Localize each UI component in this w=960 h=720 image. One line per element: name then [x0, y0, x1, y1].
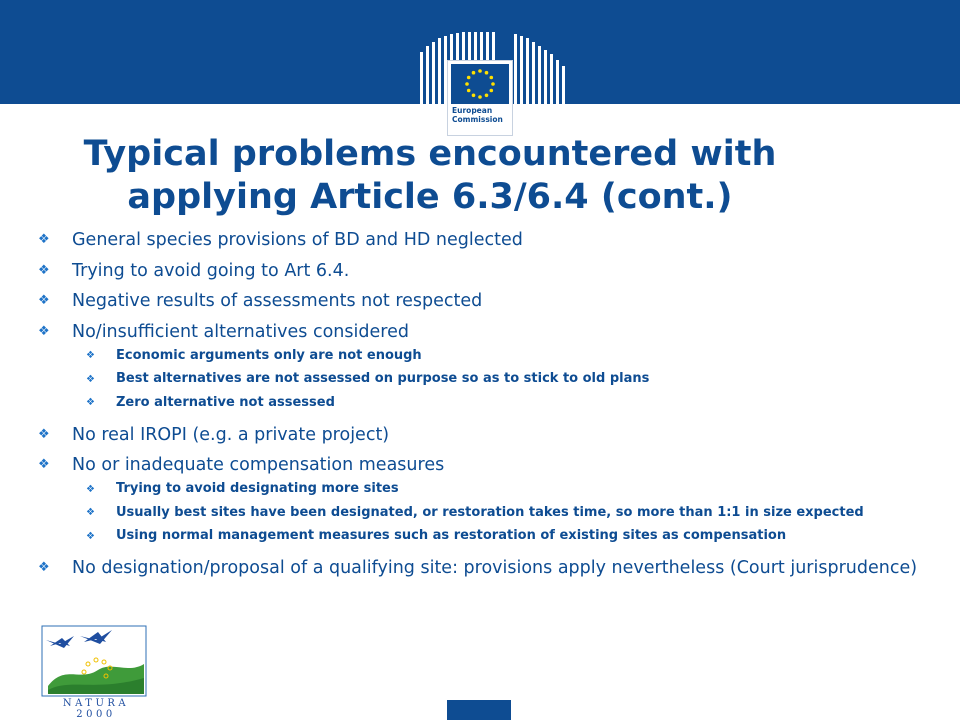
ec-logo-word-european: European: [452, 106, 493, 115]
diamond-bullet-icon: ❖: [38, 323, 50, 339]
sub-bullet-text: Using normal management measures such as restoration of existing sites as compensation: [116, 528, 787, 543]
bullet-text: No/insufficient alternatives considered: [72, 321, 409, 342]
diamond-bullet-icon: ❖: [38, 457, 50, 472]
sub-bullet-text: Best alternatives are not assessed on purpose so as to stick to old plans: [116, 371, 650, 386]
sub-bullet-text: Zero alternative not assessed: [116, 394, 335, 410]
natura-2000-logo: [40, 616, 152, 720]
diamond-bullet-icon: ❖: [86, 530, 95, 542]
sub-bullet-text: Economic arguments only are not enough: [116, 347, 422, 363]
footer-tab: [447, 700, 511, 720]
diamond-bullet-icon: ❖: [86, 507, 95, 518]
bullet-text: Trying to avoid going to Art 6.4.: [72, 260, 350, 281]
diamond-bullet-icon: ❖: [38, 262, 50, 278]
sub-bullet-item: [86, 481, 953, 497]
diamond-bullet-icon: ❖: [86, 350, 95, 361]
diamond-bullet-icon: ❖: [86, 397, 95, 408]
slide-title-line-1: Typical problems encountered with: [83, 134, 777, 174]
bullet-text: No real IROPI (e.g. a private project): [72, 424, 390, 445]
diamond-bullet-icon: ❖: [38, 426, 50, 442]
slide-title-line-2: applying Article 6.3/6.4 (cont.): [127, 177, 733, 217]
diamond-bullet-icon: ❖: [38, 232, 50, 247]
sub-bullet-item: [86, 371, 953, 387]
sub-bullet-item: [86, 348, 953, 364]
bullet-list: [38, 228, 953, 587]
eu-flag: [451, 64, 509, 104]
natura-birds-icon: [40, 616, 152, 698]
sub-bullet-text: Trying to avoid designating more sites: [116, 481, 399, 496]
bullet-item: [38, 423, 953, 447]
bullet-item: [38, 556, 953, 580]
eu-stars-icon: [451, 64, 509, 104]
diamond-bullet-icon: ❖: [86, 373, 95, 385]
sub-bullet-item: [86, 395, 953, 411]
bullet-item: [38, 228, 953, 252]
bullet-text: No designation/proposal of a qualifying site: provisions apply nevertheless (Court jurisprudence): [72, 558, 918, 578]
sub-bullet-item: [86, 505, 953, 521]
ec-logo-word-commission: Commission: [452, 115, 503, 124]
bullet-item: [38, 320, 953, 344]
diamond-bullet-icon: ❖: [38, 560, 50, 575]
bullet-text: Negative results of assessments not respected: [72, 291, 483, 311]
natura-2000-wordmark: NATURA 2000: [62, 698, 130, 720]
bullet-text: No or inadequate compensation measures: [72, 455, 445, 475]
bullet-text: General species provisions of BD and HD neglected: [72, 230, 523, 250]
bullet-item: [38, 289, 953, 313]
diamond-bullet-icon: ❖: [86, 483, 95, 495]
sub-bullet-item: [86, 528, 953, 544]
diamond-bullet-icon: ❖: [38, 293, 50, 308]
bullet-item: [38, 453, 953, 477]
ec-flag-logo: [447, 60, 513, 136]
slide-title: [30, 133, 830, 219]
bullet-item: [38, 259, 953, 283]
sub-bullet-text: Usually best sites have been designated, or restoration takes time, so more than 1:1 in size expected: [116, 504, 864, 520]
